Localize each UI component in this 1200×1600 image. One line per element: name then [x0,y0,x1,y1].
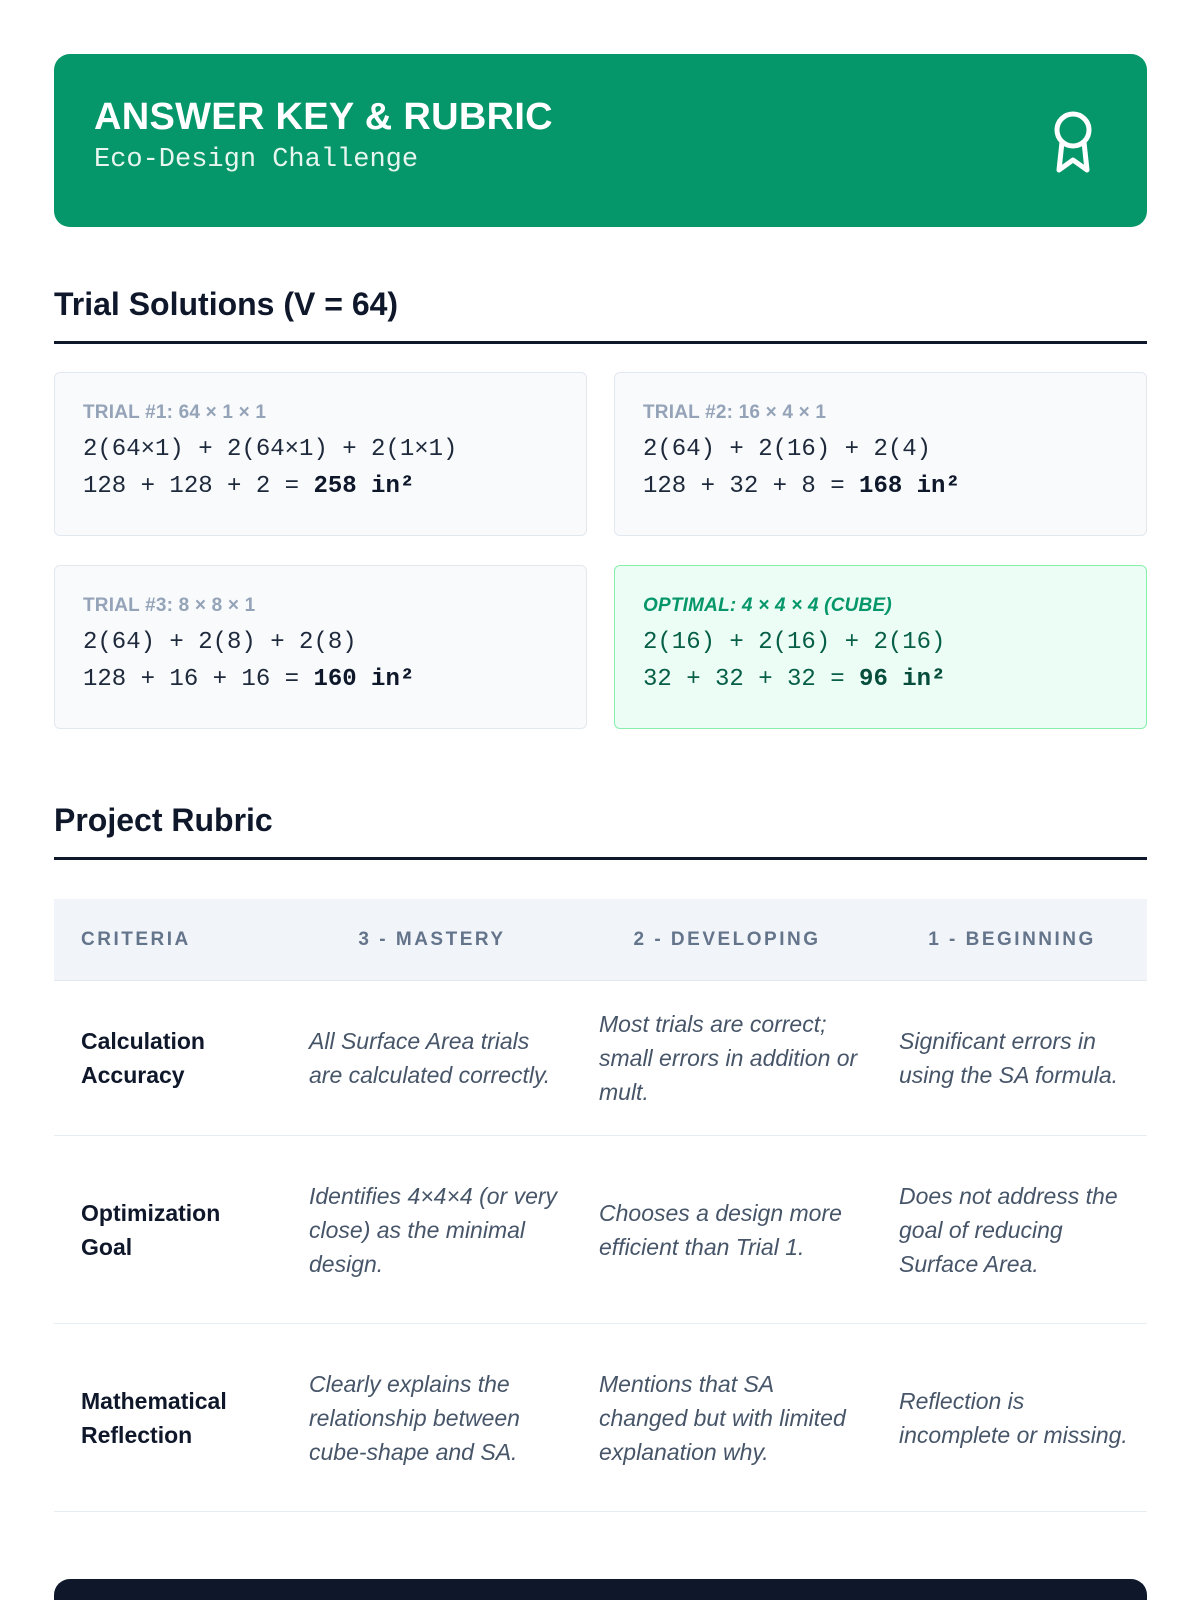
trial-card-formula: 2(64×1) + 2(64×1) + 2(1×1) [83,436,458,463]
trial-card-label: TRIAL #3: 8 × 8 × 1 [83,595,256,616]
header-banner [54,54,1147,227]
rubric-header-beginning: 1 - BEGINNING [877,899,1147,981]
rubric-beginning: Significant errors in using the SA formula. [877,981,1147,1136]
table-row [54,981,1147,1136]
rubric-header-criteria: CRITERIA [54,899,287,981]
page-title: ANSWER KEY & RUBRIC [94,96,553,138]
rubric-section-divider [54,857,1147,860]
trial-card-sum-prefix: 128 + 32 + 8 = [643,473,860,500]
trial-card-3 [54,565,587,729]
trials-section-title: Trial Solutions (V = 64) [54,286,399,322]
page-subtitle: Eco-Design Challenge [94,145,419,175]
rubric-criteria: Optimization Goal [54,1136,287,1324]
optimal-card-formula: 2(16) + 2(16) + 2(16) [643,629,946,656]
rubric-developing: Mentions that SA changed but with limited explanation why. [577,1324,877,1512]
table-row [54,1324,1147,1512]
table-row [54,1136,1147,1324]
trial-card-sum [83,661,558,698]
trial-card-label: TRIAL #2: 16 × 4 × 1 [643,402,827,423]
trial-card-sum-prefix: 128 + 16 + 16 = [83,666,314,693]
trial-card-result: 258 in² [313,473,415,500]
trial-card-formula: 2(64) + 2(16) + 2(4) [643,436,932,463]
trial-card-1 [54,372,587,536]
trial-card-sum [83,468,558,505]
rubric-mastery: All Surface Area trials are calculated correctly. [287,981,577,1136]
award-ribbon-icon [1051,110,1095,174]
footer-bar [54,1579,1147,1600]
rubric-criteria: Mathematical Reflection [54,1324,287,1512]
trial-card-2 [614,372,1147,536]
optimal-card-result: 96 in² [859,666,946,693]
rubric-mastery: Clearly explains the relationship between cube-shape and SA. [287,1324,577,1512]
trial-card-sum [643,468,1118,505]
optimal-card [614,565,1147,729]
optimal-card-sum-prefix: 32 + 32 + 32 = [643,666,860,693]
trial-card-result: 168 in² [859,473,960,500]
rubric-beginning: Reflection is incomplete or missing. [877,1324,1147,1512]
trial-card-result: 160 in² [313,666,415,693]
trial-card-formula: 2(64) + 2(8) + 2(8) [83,629,357,656]
rubric-developing: Chooses a design more efficient than Trial 1. [577,1136,877,1324]
rubric-beginning: Does not address the goal of reducing Surface Area. [877,1136,1147,1324]
rubric-section-title: Project Rubric [54,802,273,838]
optimal-card-label: OPTIMAL: 4 × 4 × 4 (CUBE) [643,595,892,616]
trials-section-divider [54,341,1147,344]
rubric-developing: Most trials are correct; small errors in addition or mult. [577,981,877,1136]
rubric-table [54,899,1147,1512]
rubric-header-mastery: 3 - MASTERY [287,899,577,981]
optimal-card-sum [643,661,1118,698]
rubric-mastery: Identifies 4×4×4 (or very close) as the minimal design. [287,1136,577,1324]
trial-card-label: TRIAL #1: 64 × 1 × 1 [83,402,267,423]
rubric-header-row [54,899,1147,981]
rubric-header-developing: 2 - DEVELOPING [577,899,877,981]
trial-card-sum-prefix: 128 + 128 + 2 = [83,473,314,500]
rubric-criteria: Calculation Accuracy [54,981,287,1136]
